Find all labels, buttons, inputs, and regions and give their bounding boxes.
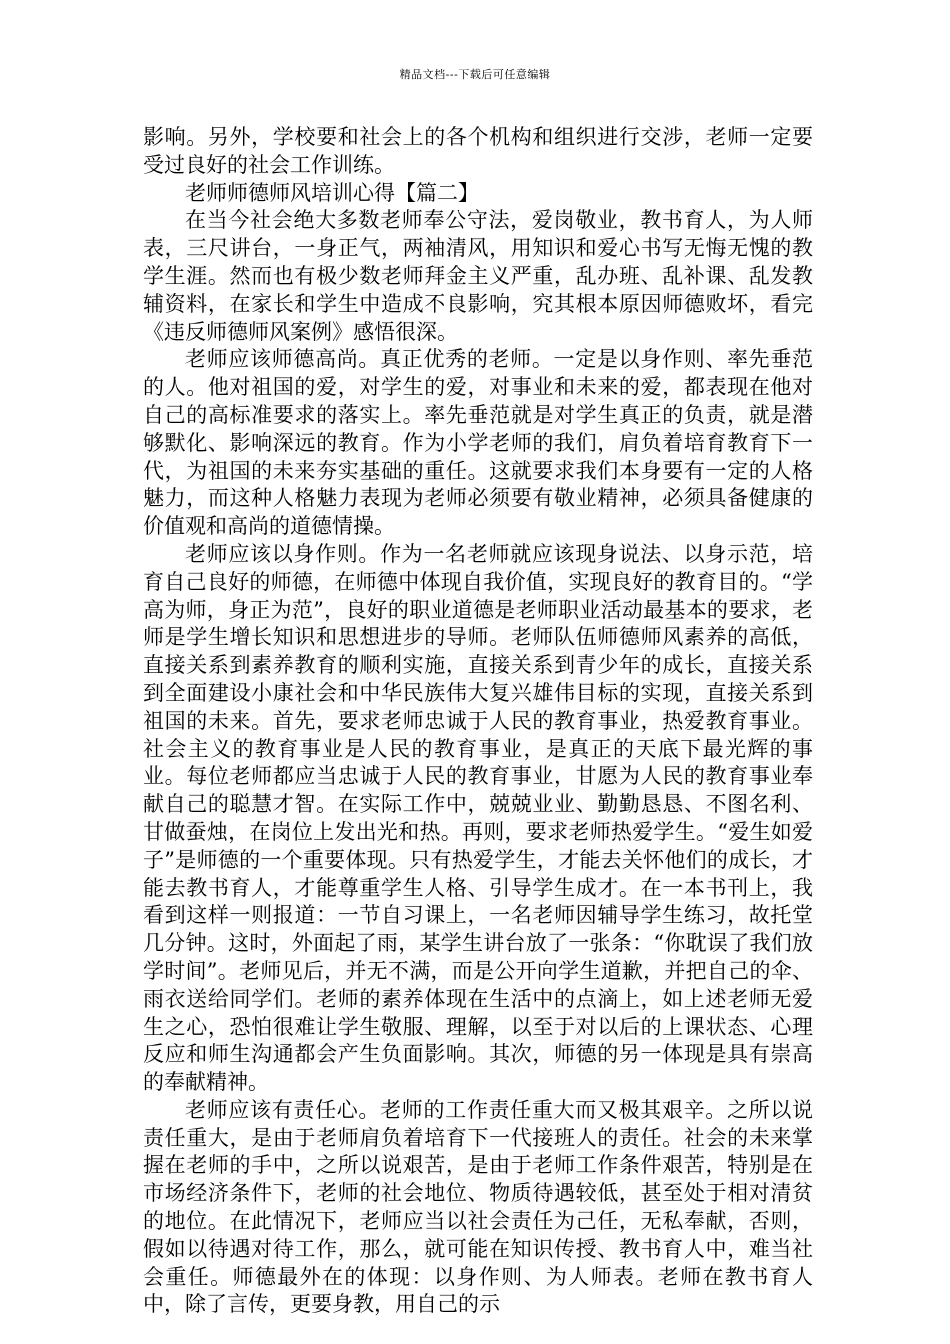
paragraph: 老师应该有责任心。老师的工作责任重大而又极其艰辛。之所以说责任重大，是由于老师肩负着培育下一代接班人的责任。社会的未来掌握在老师的手中，之所以说艰苦，是由于老师工作条件艰苦，特别是在市场经济条件下，老师的社会地位、物质待遇较低，甚至处于相对清贫的地位。在此情况下，老师应当以社会责任为己任，无私奉献，否则，假如以待遇对待工作，那么，就可能在知识传授、教书育人中，难当社会重任。师德最外在的体现：以身作则、为人师表。老师在教书育人中，除了言传，更要身教，用自己的示 (143, 1097, 813, 1317)
document-body (143, 124, 813, 1319)
section-heading: 老师师德师风培训心得【篇二】 (185, 180, 479, 205)
paragraph-continuation: 影响。另外，学校要和社会上的各个机构和组织进行交涉，老师一定要受过良好的社会工作训练。 (143, 125, 813, 177)
paragraph: 老师应该师德高尚。真正优秀的老师。一定是以身作则、率先垂范的人。他对祖国的爱，对学生的爱，对事业和未来的爱，都表现在他对自己的高标准要求的落实上。率先垂范就是对学生真正的负责，就是潜够默化、影响深远的教育。作为小学老师的我们，肩负着培育教育下一代，为祖国的未来夯实基础的重任。这就要求我们本身要有一定的人格魅力，而这种人格魅力表现为老师必须要有敬业精神，必须具备健康的价值观和高尚的道德情操。 (143, 347, 813, 539)
paragraph: 老师应该以身作则。作为一名老师就应该现身说法、以身示范，培育自己良好的师德，在师德中体现自我价值，实现良好的教育目的。“学高为师，身正为范”，良好的职业道德是老师职业活动最基本的要求，老师是学生增长知识和思想进步的导师。老师队伍师德师风素养的高低，直接关系到素养教育的顺利实施，直接关系到青少年的成长，直接关系到全面建设小康社会和中华民族伟大复兴雄伟目标的实现，直接关系到祖国的未来。首先，要求老师忠诚于人民的教育事业，热爱教育事业。社会主义的教育事业是人民的教育事业，是真正的天底下最光辉的事业。每位老师都应当忠诚于人民的教育事业，甘愿为人民的教育事业奉献自己的聪慧才智。在实际工作中，兢兢业业、勤勤恳恳、不图名利、甘做蚕烛，在岗位上发出光和热。再则，要求老师热爱学生。“爱生如爱子”是师德的一个重要体现。只有热爱学生，才能去关怀他们的成长，才能去教书育人，才能尊重学生人格、引导学生成才。在一本书刊上，我看到这样一则报道：一节自习课上，一名老师因辅导学生练习，故托堂几分钟。这时，外面起了雨，某学生讲台放了一张条：“你耽误了我们放学时间”。老师见后，并无不满，而是公开向学生道歉，并把自己的伞、雨衣送给同学们。老师的素养体现在生活中的点滴上，如上述老师无爱生之心，恐怕很难让学生敬服、理解，以至于对以后的上课状态、心理反应和师生沟通都会产生负面影响。其次，师德的另一体现是具有崇高的奉献精神。 (143, 541, 813, 1095)
page-header: 精品文档---下载后可任意编辑 (399, 68, 551, 81)
paragraph: 在当今社会绝大多数老师奉公守法，爱岗敬业，教书育人，为人师表，三尺讲台，一身正气，两袖清风，用知识和爱心书写无悔无愧的教学生涯。然而也有极少数老师拜金主义严重，乱办班、乱补课、乱发教辅资料，在家长和学生中造成不良影响，究其根本原因师德败坏，看完《违反师德师风案例》感悟很深。 (143, 208, 813, 344)
